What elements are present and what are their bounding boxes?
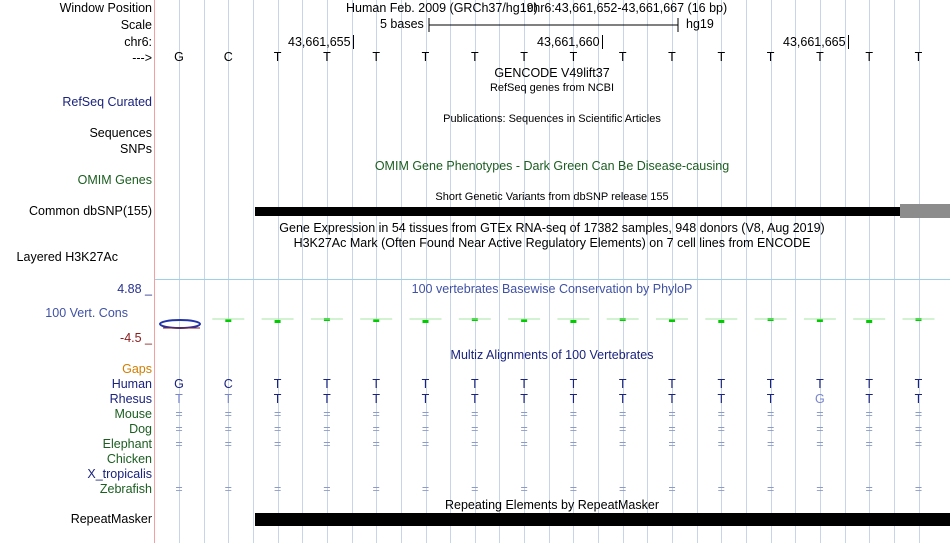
alignment-base: = [914, 482, 923, 496]
reference-base: C [223, 50, 233, 64]
reference-base: T [618, 50, 627, 64]
base-grid-line [869, 0, 870, 543]
alignment-base: = [668, 422, 676, 436]
dbsnp-track-label[interactable]: Common dbSNP(155) [29, 204, 152, 218]
alignment-base: = [471, 482, 479, 496]
alignment-base: = [421, 482, 430, 496]
alignment-base: = [224, 407, 232, 421]
alignment-base: = [766, 422, 775, 436]
base-grid-line [253, 0, 254, 543]
base-grid-line [919, 0, 920, 543]
alignment-base: = [421, 422, 430, 436]
window-position-label: Window Position [59, 1, 152, 15]
alignment-base: = [816, 437, 824, 451]
alignment-base: T [668, 377, 676, 391]
publications-track-title[interactable]: Publications: Sequences in Scientific Articles [443, 113, 661, 125]
left-margin-divider [154, 0, 155, 543]
alignment-base: = [766, 482, 775, 496]
alignment-base: = [865, 407, 873, 421]
alignment-base: = [471, 407, 479, 421]
ruler-tick-mark-3 [848, 35, 849, 49]
phylop-wiggle[interactable] [155, 310, 950, 334]
alignment-base: T [668, 392, 676, 406]
chrom-label: chr6: [124, 35, 152, 49]
alignment-base: = [619, 422, 627, 436]
alignment-base: = [372, 482, 380, 496]
dbsnp-track-title[interactable]: Short Genetic Variants from dbSNP release 155 [435, 191, 669, 203]
alignment-base: = [175, 407, 183, 421]
species-label-mouse[interactable]: Mouse [114, 407, 152, 421]
alignment-base: = [372, 422, 380, 436]
reference-base: T [668, 50, 676, 64]
alignment-base: = [175, 437, 183, 451]
alignment-base: = [766, 437, 775, 451]
phylop-max-label: 4.88 _ [117, 282, 152, 296]
base-grid-line [894, 0, 895, 543]
reference-base: T [372, 50, 380, 64]
h3k27ac-track-label[interactable]: Layered H3K27Ac [16, 250, 118, 264]
assembly-text: Human Feb. 2009 (GRCh37/hg19) [346, 1, 538, 15]
species-label-zebrafish[interactable]: Zebrafish [99, 482, 152, 496]
alignment-base: G [174, 377, 184, 391]
alignment-base: T [520, 377, 528, 391]
cons-track-label[interactable]: 100 Vert. Cons [45, 306, 128, 320]
base-grid-line [204, 0, 205, 543]
alignment-base: = [273, 437, 282, 451]
snps-label[interactable]: SNPs [120, 142, 152, 156]
alignment-base: T [372, 392, 380, 406]
alignment-base: = [569, 407, 578, 421]
ruler-tick-1: 43,661,655 [288, 35, 351, 49]
scale-text: 5 bases [380, 17, 424, 31]
species-label-elephant[interactable]: Elephant [102, 437, 152, 451]
base-grid-line [401, 0, 402, 543]
alignment-base: T [618, 377, 627, 391]
base-grid-line [795, 0, 796, 543]
multiz-track-title[interactable]: Multiz Alignments of 100 Vertebrates [450, 348, 654, 362]
base-grid-line [302, 0, 303, 543]
alignment-base: = [421, 437, 430, 451]
alignment-base: = [668, 407, 676, 421]
phylop-min-label: -4.5 _ [120, 331, 152, 345]
strand-label[interactable]: ---> [132, 51, 152, 65]
species-label-rhesus[interactable]: Rhesus [109, 392, 152, 406]
alignment-base: = [668, 437, 676, 451]
reference-base: T [470, 50, 479, 64]
dbsnp-variant-bar-gray[interactable] [900, 204, 950, 218]
alignment-base: = [175, 422, 183, 436]
reference-base: T [816, 50, 824, 64]
reference-base: T [421, 50, 430, 64]
alignment-base: = [865, 437, 873, 451]
base-grid-line [647, 0, 648, 543]
ruler-tick-3: 43,661,665 [783, 35, 846, 49]
base-grid-line [278, 0, 279, 543]
base-grid-line [327, 0, 328, 543]
base-grid-line [845, 0, 846, 543]
scale-db: hg19 [686, 17, 714, 31]
alignment-base: = [224, 422, 232, 436]
alignment-base: = [865, 422, 873, 436]
alignment-base: = [372, 407, 380, 421]
base-grid-line [426, 0, 427, 543]
alignment-base: = [914, 437, 923, 451]
alignment-base: = [323, 437, 331, 451]
alignment-base: T [865, 377, 873, 391]
alignment-base: T [421, 392, 430, 406]
reference-base: T [323, 50, 331, 64]
alignment-base: T [865, 392, 873, 406]
alignment-base: = [323, 407, 331, 421]
alignment-base: = [816, 422, 824, 436]
omim-track-label[interactable]: OMIM Genes [77, 173, 152, 187]
reference-base: T [520, 50, 528, 64]
phylop-score-mark [718, 320, 724, 323]
dbsnp-variant-bar[interactable] [255, 207, 900, 216]
base-grid-line [376, 0, 377, 543]
base-grid-line [721, 0, 722, 543]
base-grid-line [179, 0, 180, 543]
gtex-track-title[interactable]: Gene Expression in 54 tissues from GTEx RNA-seq of 17382 samples, 948 donors (V8, Aug 2019) [279, 221, 825, 235]
alignment-base: = [273, 482, 282, 496]
phylop-zero-line [155, 279, 950, 280]
alignment-base: T [914, 392, 923, 406]
alignment-base: T [717, 392, 726, 406]
alignment-base: = [569, 422, 578, 436]
reference-base: T [766, 50, 775, 64]
alignment-base: T [323, 392, 331, 406]
reference-base: T [569, 50, 578, 64]
reference-base: G [174, 50, 184, 64]
alignment-base: = [717, 482, 725, 496]
reference-base: T [865, 50, 873, 64]
alignment-base: T [273, 377, 282, 391]
species-label-x_tropicalis[interactable]: X_tropicalis [87, 467, 152, 481]
alignment-base: = [323, 422, 331, 436]
alignment-base: = [224, 437, 232, 451]
refseq-track-title[interactable]: RefSeq genes from NCBI [489, 82, 615, 94]
alignment-base: T [717, 377, 726, 391]
reference-base: T [914, 50, 923, 64]
base-grid-line [475, 0, 476, 543]
alignment-base: = [520, 422, 528, 436]
base-grid-line [672, 0, 673, 543]
alignment-base: T [766, 377, 775, 391]
repeatmasker-label[interactable]: RepeatMasker [70, 512, 152, 526]
phylop-score-mark [275, 320, 281, 323]
refseq-track-label[interactable]: RefSeq Curated [62, 95, 152, 109]
base-grid-line [450, 0, 451, 543]
alignment-base: T [224, 392, 233, 406]
alignment-base: = [717, 407, 725, 421]
phylop-track-title[interactable]: 100 vertebrates Basewise Conservation by PhyloP [411, 282, 693, 296]
alignment-base: T [273, 392, 282, 406]
alignment-base: C [223, 377, 233, 391]
base-grid-line [771, 0, 772, 543]
alignment-base: = [619, 437, 627, 451]
alignment-base: = [816, 407, 824, 421]
repeatmasker-track-title[interactable]: Repeating Elements by RepeatMasker [444, 498, 660, 512]
base-grid-line [746, 0, 747, 543]
base-grid-line [820, 0, 821, 543]
phylop-score-mark [423, 320, 429, 323]
scale-bar [428, 17, 680, 33]
phylop-score-mark [570, 320, 576, 323]
alignment-base: = [619, 407, 627, 421]
base-grid-line [352, 0, 353, 543]
alignment-base: = [273, 407, 282, 421]
alignment-base: T [470, 392, 479, 406]
ruler-tick-mark-1 [353, 35, 354, 49]
h3k27ac-track-title[interactable]: H3K27Ac Mark (Often Found Near Active Regulatory Elements) on 7 cell lines from ENCODE [293, 236, 811, 250]
alignment-base: T [470, 377, 479, 391]
omim-track-title[interactable]: OMIM Gene Phenotypes - Dark Green Can Be Disease-causing [374, 159, 730, 173]
sequences-label[interactable]: Sequences [89, 126, 152, 140]
alignment-base: = [766, 407, 775, 421]
alignment-base: T [618, 392, 627, 406]
alignment-base: T [175, 392, 183, 406]
alignment-base: T [520, 392, 528, 406]
repeatmasker-element-bar[interactable] [255, 513, 950, 526]
alignment-base: T [914, 377, 923, 391]
alignment-base: T [569, 392, 578, 406]
alignment-base: = [421, 407, 430, 421]
alignment-base: = [816, 482, 824, 496]
alignment-base: = [619, 482, 627, 496]
phylop-score-mark [866, 320, 872, 323]
alignment-base: = [520, 407, 528, 421]
alignment-base: = [471, 437, 479, 451]
alignment-base: = [569, 437, 578, 451]
alignment-base: = [668, 482, 676, 496]
ruler-tick-2: 43,661,660 [537, 35, 600, 49]
alignment-base: = [471, 422, 479, 436]
species-label-dog[interactable]: Dog [129, 422, 152, 436]
alignment-base: T [372, 377, 380, 391]
scale-label: Scale [120, 18, 152, 32]
alignment-base: T [766, 392, 775, 406]
alignment-base: = [175, 482, 183, 496]
species-label-chicken[interactable]: Chicken [106, 452, 152, 466]
alignment-base: = [520, 482, 528, 496]
alignment-base: = [865, 482, 873, 496]
ruler-tick-mark-2 [602, 35, 603, 49]
alignment-base: T [323, 377, 331, 391]
alignment-base: T [421, 377, 430, 391]
alignment-base: = [717, 437, 725, 451]
base-grid-line [623, 0, 624, 543]
reference-base: T [273, 50, 282, 64]
reference-base: T [717, 50, 726, 64]
alignment-base: = [914, 422, 923, 436]
alignment-base: = [224, 482, 232, 496]
base-grid-line [228, 0, 229, 543]
gaps-label[interactable]: Gaps [122, 362, 152, 376]
alignment-base: = [914, 407, 923, 421]
alignment-base: = [717, 422, 725, 436]
alignment-base: G [815, 392, 825, 406]
alignment-base: = [569, 482, 578, 496]
base-grid-line [697, 0, 698, 543]
alignment-base: = [520, 437, 528, 451]
alignment-base: T [816, 377, 824, 391]
alignment-base: T [569, 377, 578, 391]
gencode-track-title[interactable]: GENCODE V49lift37 [494, 66, 610, 80]
species-label-human[interactable]: Human [111, 377, 152, 391]
alignment-base: = [372, 437, 380, 451]
position-text: chr6:43,661,652-43,661,667 (16 bp) [527, 1, 728, 15]
alignment-base: = [323, 482, 331, 496]
alignment-base: = [273, 422, 282, 436]
